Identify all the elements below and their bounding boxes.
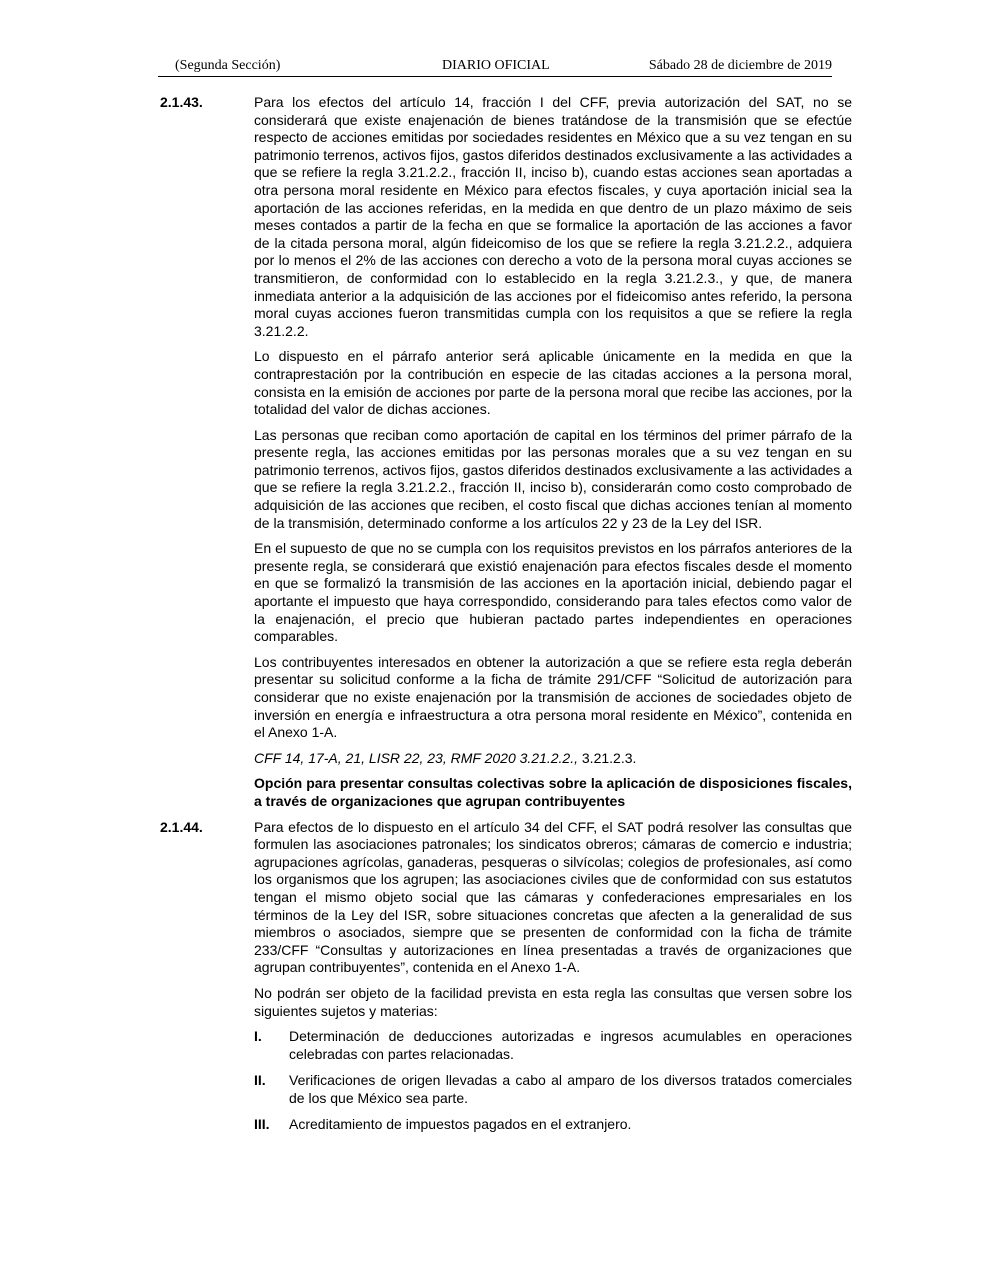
rule-2-1-43 [0,94,990,767]
rule-heading: Opción para presentar consultas colectivas sobre la aplicación de disposiciones fiscales, a través de organizaciones que agrupan contribuyentes [254,775,852,809]
list-item-text: Determinación de deducciones autorizadas e ingresos acumulables en operaciones celebradas con partes relacionadas. [289,1028,852,1062]
document-body [0,94,990,1143]
paragraph: Para efectos de lo dispuesto en el artículo 34 del CFF, el SAT podrá resolver las consultas que formulen las asociaciones patronales; los sindicatos obreros; cámaras de comercio e industria; agrupaciones agrícolas, ganaderas, pesqueras o silvícolas; colegios de profesionales, así como los organismos que los agrupen; las asociaciones civiles que de conformidad con sus estatutos tengan el mismo objeto social que las cámaras y confederaciones empresariales en los términos de la Ley del ISR, sobre situaciones concretas que afecten a la generalidad de sus miembros o asociados, siempre que se presenten de conformidad con la ficha de trámite 233/CFF “Consultas y autorizaciones en línea presentadas a través de organizaciones que agrupan contribuyentes”, contenida en el Anexo 1-A. [254,818,852,976]
rule-number: 2.1.43. [160,94,203,110]
list-item [254,1028,852,1063]
paragraph: No podrán ser objeto de la facilidad prevista en esta regla las consultas que versen sobre los siguientes sujetos y materias: [254,984,852,1019]
list-item-number: I. [254,1028,262,1045]
rule-number: 2.1.44. [160,818,203,835]
paragraph: Los contribuyentes interesados en obtener la autorización a que se refiere esta regla deberán presentar su solicitud conforme a la ficha de trámite 291/CFF “Solicitud de autorización para considerar que no existe enajenación por la transmisión de acciones de sociedades objeto de inversión en energía e infraestructura a otra persona moral residente en México”, contenida en el Anexo 1-A. [254,653,852,741]
paragraph: Lo dispuesto en el párrafo anterior será aplicable únicamente en la medida en que la contraprestación por la contribución en especie de las citadas acciones a la persona moral, consista en la emisión de acciones por parte de la persona moral que recibe las acciones, por la totalidad del valor de dichas acciones. [254,348,852,418]
references-italic: CFF 14, 17-A, 21, LISR 22, 23, RMF 2020 3.21.2.2., [254,749,578,766]
header-section: (Segunda Sección) [175,58,281,73]
paragraph: Para los efectos del artículo 14, fracción I del CFF, previa autorización del SAT, no se considerará que existe enajenación de bienes tratándose de la transmisión que se efectúe respecto de acciones emitidas por sociedades residentes en México que a su vez tengan en su patrimonio terrenos, activos fijos, gastos diferidos destinados exclusivamente a las actividades a que se refiere la regla 3.21.2.2., fracción II, inciso b), cuando estas acciones sean aportadas a otra persona moral residente en México para efectos fiscales, y cuya aportación inicial sea la aportación de las acciones referidas, en la medida en que dentro de un plazo máximo de seis meses contados a partir de la fecha en que se formalice la aportación de las acciones a favor de la citada persona moral, algún fideicomiso de los que se refiere la regla 3.21.2.2., adquiera por lo menos el 2% de las acciones con derecho a voto de la persona moral cuyas acciones se transmitieron, de conformidad con lo establecido en la regla 3.21.2.3., y que, de manera inmediata anterior a la adquisición de las acciones por el fideicomiso antes referido, la persona moral cuyas acciones fueron transmitidas cumpla con los requisitos a que se refiere la regla 3.21.2.2. [254,94,852,339]
paragraph: Las personas que reciban como aportación de capital en los términos del primer párrafo de la presente regla, las acciones emitidas por las personas morales que a su vez tengan en su patrimonio terrenos, activos fijos, gastos diferidos destinados exclusivamente a las actividades a que se refiere la regla 3.21.2.2., fracción II, inciso b), considerarán como costo comprobado de adquisición de las acciones que reciben, el costo fiscal que dichas acciones tenían al momento de la transmisión, determinado conforme a los artículos 22 y 23 de la Ley del ISR. [254,426,852,531]
paragraph: En el supuesto de que no se cumpla con los requisitos previstos en los párrafos anteriores de la presente regla, se considerará que existió enajenación para efectos fiscales desde el momento en que se formalizó la transmisión de las acciones en la aportación inicial, debiendo pagar el aportante el impuesto que haya correspondido, considerando para tales efectos como valor de la enajenación, el precio que hubieran pactado partes independientes en operaciones comparables. [254,540,852,645]
list-item-text: Verificaciones de origen llevadas a cabo al amparo de los diversos tratados comerciales de los que México sea parte. [289,1072,852,1106]
list-item [254,1116,852,1134]
list-item [254,1072,852,1107]
page-header [158,58,832,77]
legal-references [254,750,852,768]
list-item-text: Acreditamiento de impuestos pagados en el extranjero. [289,1116,632,1133]
rule-2-1-44 [0,819,990,1135]
references-plain: 3.21.2.3. [578,749,637,766]
header-date: Sábado 28 de diciembre de 2019 [648,58,832,73]
header-publication: DIARIO OFICIAL [442,58,550,73]
list-item-number: III. [254,1116,270,1133]
list-item-number: II. [254,1072,266,1089]
